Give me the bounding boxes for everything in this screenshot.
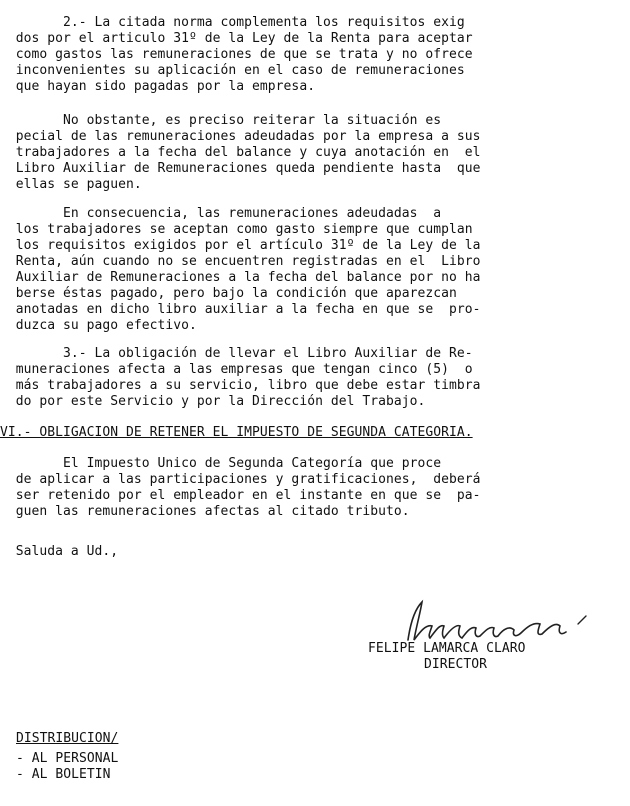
body-line: Renta, aún cuando no se encuentren registradas en el Libro <box>0 254 481 269</box>
body-line: 3.- La obligación de llevar el Libro Auxiliar de Re- <box>0 346 473 361</box>
body-line: de aplicar a las participaciones y gratificaciones, deberá <box>0 472 481 487</box>
body-line: 2.- La citada norma complementa los requisitos exig <box>0 15 465 30</box>
body-line: que hayan sido pagadas por la empresa. <box>0 79 316 94</box>
body-line: más trabajadores a su servicio, libro que debe estar timbra <box>0 378 481 393</box>
body-line: No obstante, es preciso reiterar la situación es <box>0 113 442 128</box>
body-line: pecial de las remuneraciones adeudadas por la empresa a sus <box>0 129 481 144</box>
body-line: Libro Auxiliar de Remuneraciones queda pendiente hasta que <box>0 161 481 176</box>
body-line: los trabajadores se aceptan como gasto siempre que cumplan <box>0 222 473 237</box>
body-line: El Impuesto Unico de Segunda Categoría que proce <box>0 456 442 471</box>
body-line: berse éstas pagado, pero bajo la condición que aparezcan <box>0 286 457 301</box>
body-line: En consecuencia, las remuneraciones adeudadas a <box>0 206 442 221</box>
body-line: anotadas en dicho libro auxiliar a la fecha en que se pro- <box>0 302 481 317</box>
section-heading: VI.- OBLIGACION DE RETENER EL IMPUESTO DE SEGUNDA CATEGORIA. <box>0 425 473 440</box>
closing-salutation: Saluda a Ud., <box>0 544 119 559</box>
distribution-item: - AL PERSONAL <box>16 751 119 766</box>
body-line: do por este Servicio y por la Dirección del Trabajo. <box>0 394 426 409</box>
body-line: duzca su pago efectivo. <box>0 318 197 333</box>
body-line: guen las remuneraciones afectas al citado tributo. <box>0 504 410 519</box>
body-line: ser retenido por el empleador en el instante en que se pa- <box>0 488 481 503</box>
distribution-item: - AL BOLETIN <box>16 767 111 782</box>
body-line: Auxiliar de Remuneraciones a la fecha del balance por no ha <box>0 270 481 285</box>
body-line: como gastos las remuneraciones de que se trata y no ofrece <box>0 47 473 62</box>
body-line: trabajadores a la fecha del balance y cuya anotación en el <box>0 145 481 160</box>
body-line: dos por el articulo 31º de la Ley de la Renta para aceptar <box>0 31 473 46</box>
body-line: muneraciones afecta a las empresas que tengan cinco (5) o <box>0 362 473 377</box>
signatory-title: DIRECTOR <box>424 657 488 672</box>
body-line: ellas se paguen. <box>0 177 142 192</box>
distribution-heading: DISTRIBUCION/ <box>16 731 119 746</box>
body-line: los requisitos exigidos por el artículo 31º de la Ley de la <box>0 238 481 253</box>
body-line: inconvenientes su aplicación en el caso de remuneraciones <box>0 63 465 78</box>
signatory-name: FELIPE LAMARCA CLARO <box>368 641 526 656</box>
